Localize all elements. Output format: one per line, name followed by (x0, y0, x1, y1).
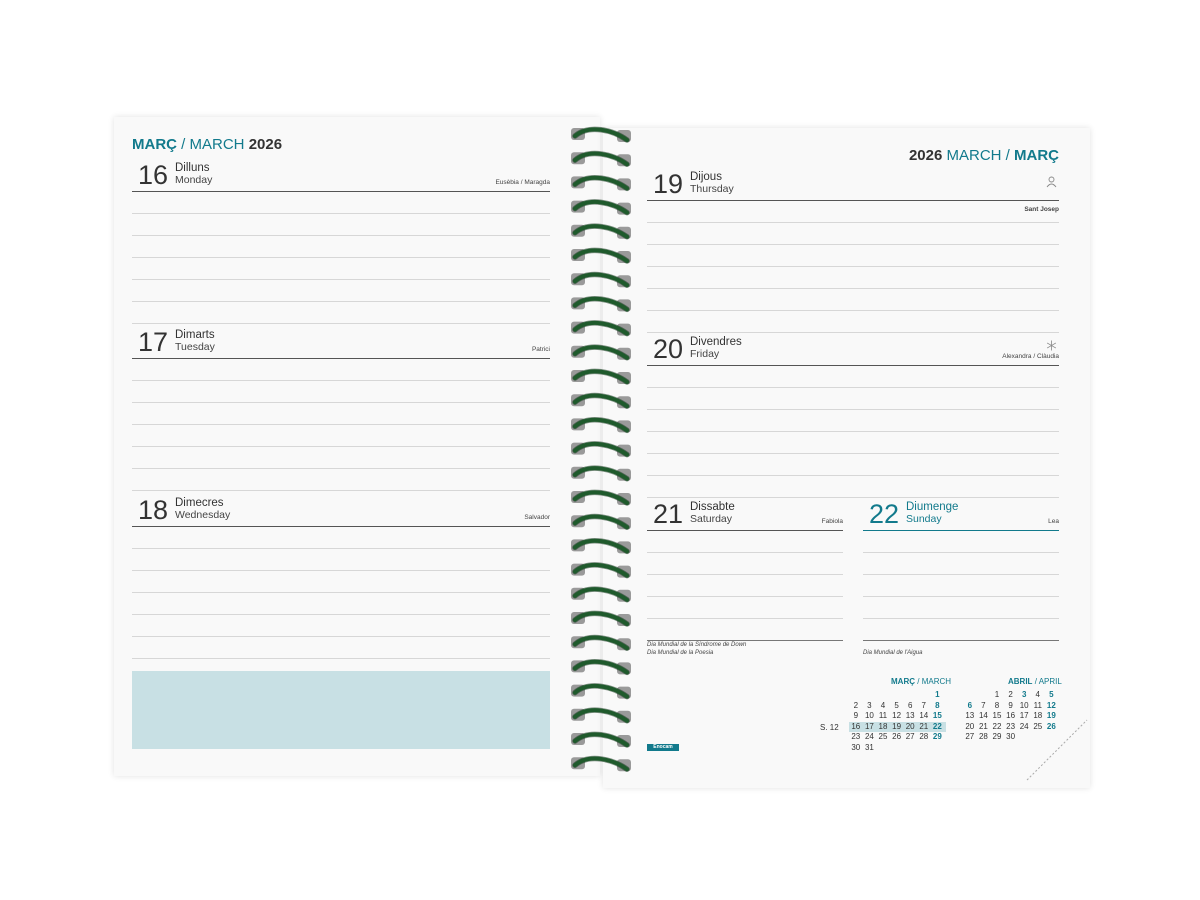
cal-day[interactable]: 14 (919, 711, 929, 721)
writing-line (647, 201, 1059, 223)
cal-day[interactable]: 11 (878, 711, 888, 721)
day-21-block[interactable] (647, 499, 843, 641)
month-sep: / (1005, 147, 1010, 164)
cal-day[interactable]: 2 (1008, 690, 1013, 699)
day-19-block[interactable] (647, 169, 1059, 333)
cal-day[interactable]: 4 (880, 700, 886, 710)
saint-name: Sant Josep (1024, 206, 1059, 213)
cal-day[interactable]: 16 (851, 721, 861, 731)
writing-line (647, 410, 1059, 432)
day-name-en: Wednesday (175, 509, 231, 521)
writing-line (132, 447, 550, 469)
writing-line (132, 258, 550, 280)
day-name-ca: Dimecres (175, 497, 224, 509)
note-line: Dia Mundial de l'Aigua (863, 650, 923, 656)
day-20-block[interactable] (647, 334, 1059, 498)
cal-day[interactable]: 1 (994, 690, 1000, 699)
month-en: MARCH (946, 147, 1002, 164)
spiral-coil (571, 491, 631, 505)
spiral-coil (571, 418, 631, 432)
cal-day[interactable]: 30 (851, 743, 861, 752)
day-name-ca: Dissabte (690, 501, 735, 513)
writing-line (647, 476, 1059, 498)
day-number: 21 (653, 499, 684, 529)
spiral-coil (571, 685, 631, 699)
day-name-en: Sunday (906, 513, 942, 525)
day-18-block[interactable] (132, 495, 550, 659)
day-number: 19 (653, 169, 684, 199)
writing-line (132, 571, 550, 593)
cal-day[interactable]: 15 (932, 711, 942, 721)
spiral-coil (571, 588, 631, 602)
spiral-coil (571, 176, 631, 190)
cal-day[interactable]: 19 (892, 721, 902, 731)
writing-line (132, 359, 550, 381)
day-name-ca: Diumenge (906, 501, 959, 513)
writing-line (132, 236, 550, 258)
day-header (132, 327, 550, 359)
spiral-coil (571, 201, 631, 215)
page-corner-perforation (1015, 708, 1090, 788)
cal-day[interactable]: 30 (1006, 732, 1016, 742)
cal-day (931, 743, 945, 754)
day-name-ca: Dilluns (175, 162, 210, 174)
writing-line (132, 302, 550, 324)
day-16-block[interactable] (132, 160, 550, 324)
day-name-en: Friday (690, 348, 720, 360)
week-number: S. 12 (820, 723, 839, 732)
spiral-coil (571, 612, 631, 626)
writing-line (647, 289, 1059, 311)
note-line: Dia Mundial de la Síndrome de Down (647, 642, 747, 648)
day-number: 16 (138, 160, 169, 190)
snowflake-icon (1046, 340, 1057, 351)
cal-day[interactable]: 13 (965, 711, 975, 721)
cal-week-row (849, 701, 944, 712)
day-number: 22 (869, 499, 900, 529)
day-name-en: Tuesday (175, 341, 215, 353)
cal-day[interactable]: 29 (992, 732, 1002, 742)
cal-week-row (849, 722, 944, 733)
left-page (114, 117, 600, 776)
writing-line (647, 575, 843, 597)
day-header (647, 499, 843, 531)
writing-line (863, 619, 1059, 641)
spiral-coil (571, 564, 631, 578)
spiral-coil (571, 660, 631, 674)
note-line: Dia Mundial de la Poesia (647, 650, 714, 656)
cal-title-sep: / (917, 677, 920, 686)
cal-day[interactable]: 23 (1006, 721, 1016, 731)
spiral-coil (571, 225, 631, 239)
cal-day[interactable]: 10 (864, 711, 874, 721)
spiral-coil (571, 322, 631, 336)
spiral-coil (571, 394, 631, 408)
writing-line (647, 597, 843, 619)
cal-day (863, 690, 877, 701)
left-month-title (132, 136, 282, 153)
spiral-coil (571, 152, 631, 166)
cal-day[interactable]: 26 (892, 732, 902, 742)
cal-day[interactable]: 9 (853, 711, 859, 721)
right-month-title (909, 147, 1059, 164)
spiral-coil (571, 539, 631, 553)
saint-name: Lea (1048, 518, 1059, 525)
cal-week-row (963, 690, 1058, 701)
cal-day[interactable]: 28 (919, 732, 929, 742)
saint-name: Eusèbia / Maragda (495, 179, 550, 186)
spiral-coil (571, 128, 631, 142)
cal-title-sep: / (1034, 677, 1037, 686)
writing-line (132, 593, 550, 615)
day-header (863, 499, 1059, 531)
saint-name: Alexandra / Clàudia (1002, 353, 1059, 360)
spiral-coil (571, 757, 631, 771)
day-number: 20 (653, 334, 684, 364)
month-ca: MARÇ (132, 136, 177, 153)
person-icon (1046, 176, 1057, 188)
writing-line (132, 425, 550, 447)
writing-line (647, 245, 1059, 267)
cal-day (917, 690, 931, 701)
day-name-en: Monday (175, 174, 213, 186)
cal-day[interactable]: 10 (1019, 700, 1029, 710)
cal-title-en: MARCH (921, 677, 952, 686)
writing-line (132, 280, 550, 302)
cal-day[interactable]: 31 (864, 743, 874, 752)
cal-week-row (849, 732, 944, 743)
writing-line (132, 615, 550, 637)
month-year: 2026 (248, 136, 283, 153)
cal-day[interactable]: 3 (867, 700, 872, 710)
month-en: MARCH (189, 136, 245, 153)
day-17-block[interactable] (132, 327, 550, 491)
spiral-binding (565, 120, 637, 780)
month-sep: / (181, 136, 186, 153)
writing-line (647, 366, 1059, 388)
cal-day (890, 743, 904, 754)
writing-line (863, 575, 1059, 597)
cal-day[interactable]: 13 (905, 711, 915, 721)
saint-name: Fabiola (821, 518, 843, 525)
day-number: 17 (138, 327, 169, 357)
brand-logo: Enocam (647, 744, 679, 751)
writing-line (132, 214, 550, 236)
writing-line (132, 381, 550, 403)
cal-day (876, 743, 890, 754)
spiral-coil (571, 249, 631, 263)
cal-day[interactable]: 25 (1033, 721, 1043, 731)
spiral-coil (571, 515, 631, 529)
writing-line (132, 469, 550, 491)
cal-day[interactable]: 7 (981, 700, 986, 710)
spiral-coil (571, 370, 631, 384)
cal-day[interactable]: 27 (965, 732, 975, 742)
cal-day[interactable]: 20 (965, 721, 975, 731)
cal-day[interactable]: 8 (994, 700, 1000, 710)
cal-day[interactable]: 4 (1035, 690, 1040, 699)
month-ca: MARÇ (1014, 147, 1059, 164)
day-name-ca: Divendres (690, 336, 742, 348)
mini-cal-april-title (1008, 677, 1062, 686)
cal-day (890, 690, 904, 701)
cal-day[interactable]: 8 (935, 700, 940, 710)
writing-line (647, 454, 1059, 476)
spiral-coil (571, 467, 631, 481)
cal-day[interactable]: 6 (907, 700, 913, 710)
cal-day[interactable]: 21 (919, 721, 929, 731)
spiral-coil (571, 636, 631, 650)
writing-line (132, 527, 550, 549)
cal-day[interactable]: 27 (905, 732, 915, 742)
saint-name: Salvador (524, 514, 550, 521)
right-page (603, 128, 1090, 788)
writing-line (132, 192, 550, 214)
writing-line (647, 388, 1059, 410)
writing-line (647, 223, 1059, 245)
cal-day[interactable]: 12 (1046, 700, 1056, 710)
spiral-coil (571, 273, 631, 287)
writing-line (863, 531, 1059, 553)
cal-day (849, 690, 863, 701)
cal-day[interactable]: 1 (935, 690, 940, 699)
spiral-coil (571, 709, 631, 723)
cal-day[interactable]: 12 (892, 711, 902, 721)
day-name-ca: Dimarts (175, 329, 215, 341)
cal-day[interactable]: 3 (1021, 690, 1027, 699)
cal-week-row (849, 711, 944, 722)
writing-line (647, 531, 843, 553)
day-name-ca: Dijous (690, 171, 722, 183)
day-name-en: Thursday (690, 183, 734, 195)
day-number: 18 (138, 495, 169, 525)
cal-day[interactable]: 5 (1049, 690, 1054, 699)
writing-line (132, 403, 550, 425)
cal-day (977, 690, 991, 701)
writing-line (647, 311, 1059, 333)
cal-day[interactable]: 14 (978, 711, 988, 721)
cal-day[interactable]: 21 (978, 721, 988, 731)
cal-day[interactable]: 26 (1046, 721, 1056, 731)
cal-day[interactable]: 11 (1033, 700, 1042, 710)
spiral-coil (571, 733, 631, 747)
spiral-coil (571, 297, 631, 311)
cal-day[interactable]: 17 (1019, 711, 1029, 721)
day-header (132, 495, 550, 527)
mini-cal-march-title (891, 677, 951, 686)
writing-line (647, 619, 843, 641)
cal-day[interactable]: 5 (894, 700, 899, 710)
spiral-coil (571, 346, 631, 360)
cal-day[interactable]: 19 (1046, 711, 1056, 721)
cal-title-ca: ABRIL (1008, 677, 1033, 686)
cal-day (903, 690, 917, 701)
day-21-notes (647, 641, 746, 657)
writing-line (647, 553, 843, 575)
cal-title-en: APRIL (1038, 677, 1062, 686)
cal-day[interactable]: 2 (853, 700, 859, 710)
writing-line (647, 432, 1059, 454)
day-22-notes (863, 649, 923, 657)
writing-line (132, 637, 550, 659)
day-header (647, 334, 1059, 366)
cal-day[interactable]: 9 (1008, 700, 1013, 710)
day-header (132, 160, 550, 192)
cal-day[interactable]: 22 (932, 721, 942, 731)
writing-line (863, 597, 1059, 619)
cal-day[interactable]: 29 (932, 732, 942, 742)
saint-name: Patrici (531, 346, 550, 353)
cal-day[interactable]: 6 (967, 700, 973, 710)
cal-day[interactable]: 25 (878, 732, 888, 742)
writing-line (863, 553, 1059, 575)
cal-day[interactable]: 18 (1033, 711, 1043, 721)
cal-day[interactable]: 23 (851, 732, 861, 742)
day-name-en: Saturday (690, 513, 733, 525)
spiral-coil (571, 443, 631, 457)
day-header (647, 169, 1059, 213)
cal-day[interactable]: 16 (1006, 711, 1016, 721)
cal-day[interactable]: 17 (864, 721, 874, 731)
cal-day[interactable]: 22 (992, 721, 1002, 731)
cal-day[interactable]: 24 (1019, 721, 1029, 731)
cal-day (903, 743, 917, 754)
month-year: 2026 (908, 147, 943, 164)
cal-day[interactable]: 18 (878, 721, 888, 731)
cal-day[interactable]: 7 (921, 700, 926, 710)
cal-day (876, 690, 890, 701)
writing-line (132, 549, 550, 571)
cal-day[interactable]: 28 (978, 732, 988, 742)
cal-day[interactable]: 15 (992, 711, 1002, 721)
cal-week-row (849, 743, 944, 754)
cal-day[interactable]: 20 (905, 721, 915, 731)
cal-day (963, 690, 977, 701)
day-22-block[interactable] (863, 499, 1059, 641)
writing-line (647, 267, 1059, 289)
cal-day[interactable]: 24 (864, 732, 874, 742)
notes-box[interactable] (132, 671, 550, 749)
cal-title-ca: MARÇ (891, 677, 915, 686)
cal-day (917, 743, 931, 754)
cal-week-row (849, 690, 944, 701)
